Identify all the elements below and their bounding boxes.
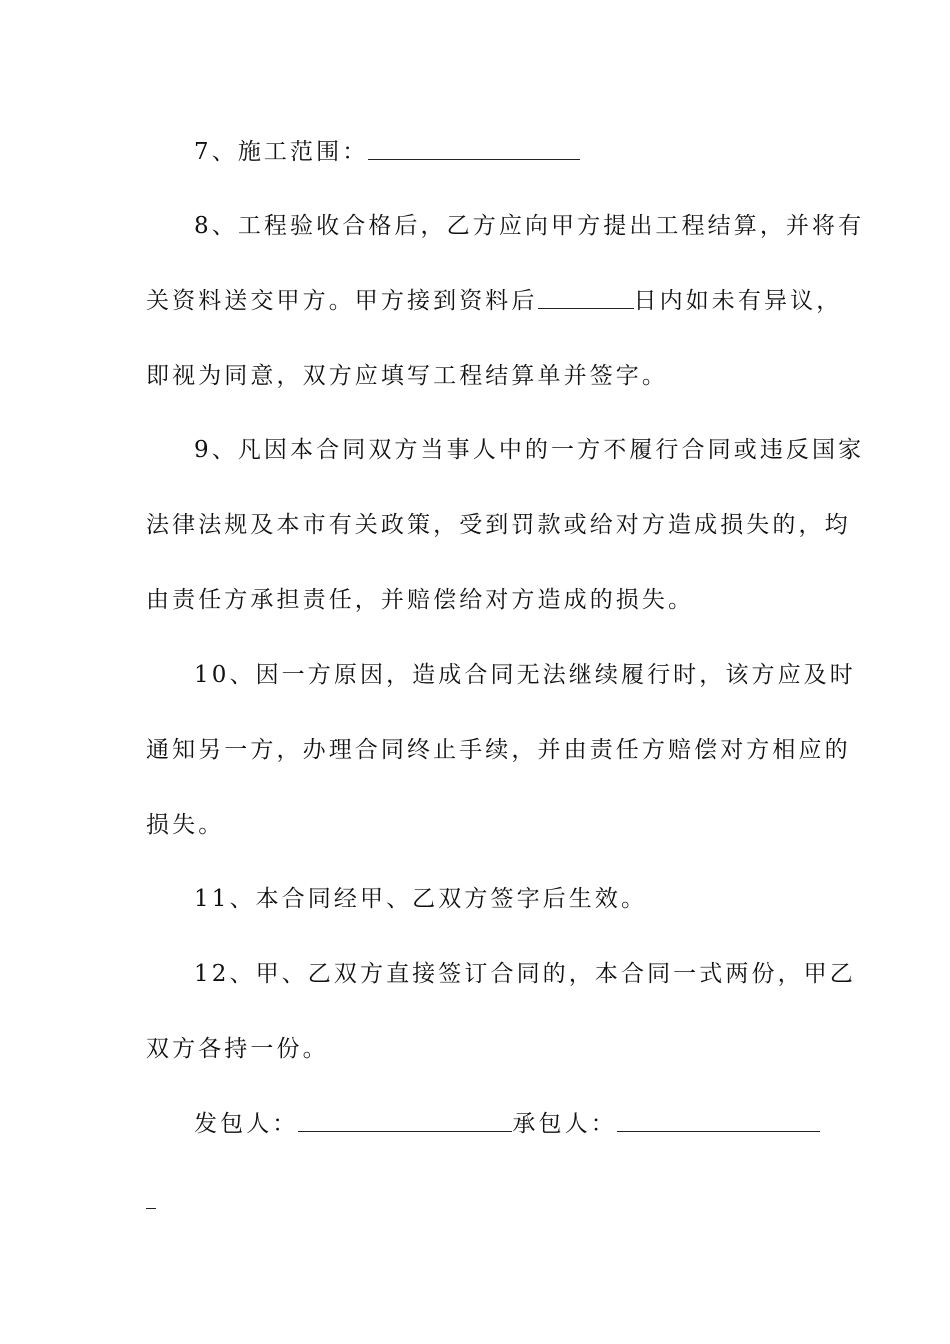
item-8-line-2 bbox=[146, 286, 843, 316]
contractor-signature-blank bbox=[617, 1109, 820, 1132]
employer-signature-blank bbox=[298, 1109, 512, 1132]
item-7-line bbox=[194, 137, 864, 167]
item-7-label: 7、施工范围： bbox=[194, 139, 369, 165]
item-8-text-before: 关资料送交甲方。甲方接到资料后 bbox=[146, 288, 538, 314]
item-8-line-3: 即视为同意，双方应填写工程结算单并签字。 bbox=[146, 363, 668, 389]
item-8-text-after: 日内如未有异议， bbox=[633, 288, 843, 314]
item-10-line-1: 10、因一方原因，造成合同无法继续履行时，该方应及时 bbox=[194, 662, 856, 688]
item-9-line-3: 由责任方承担责任，并赔偿给对方造成的损失。 bbox=[146, 587, 695, 613]
item-10-line-2: 通知另一方，办理合同终止手续，并由责任方赔偿对方相应的 bbox=[146, 737, 851, 763]
construction-scope-blank bbox=[368, 137, 580, 160]
employer-label: 发包人： bbox=[194, 1111, 299, 1137]
item-9-line-1: 9、凡因本合同双方当事人中的一方不履行合同或违反国家 bbox=[194, 437, 865, 463]
item-11-line-1: 11、本合同经甲、乙双方签字后生效。 bbox=[194, 886, 648, 912]
item-10-line-3: 损失。 bbox=[146, 812, 225, 838]
trailing-underline-mark bbox=[146, 1208, 156, 1209]
item-9-line-2: 法律法规及本市有关政策，受到罚款或给对方造成损失的，均 bbox=[146, 512, 851, 538]
item-12-line-2: 双方各持一份。 bbox=[146, 1036, 329, 1062]
signature-line bbox=[194, 1109, 864, 1139]
item-12-line-1: 12、甲、乙双方直接签订合同的，本合同一式两份，甲乙 bbox=[194, 961, 856, 987]
contractor-label: 承包人： bbox=[512, 1111, 617, 1137]
item-8-line-1: 8、工程验收合格后，乙方应向甲方提出工程结算，并将有 bbox=[194, 213, 865, 239]
review-days-blank bbox=[538, 286, 634, 309]
